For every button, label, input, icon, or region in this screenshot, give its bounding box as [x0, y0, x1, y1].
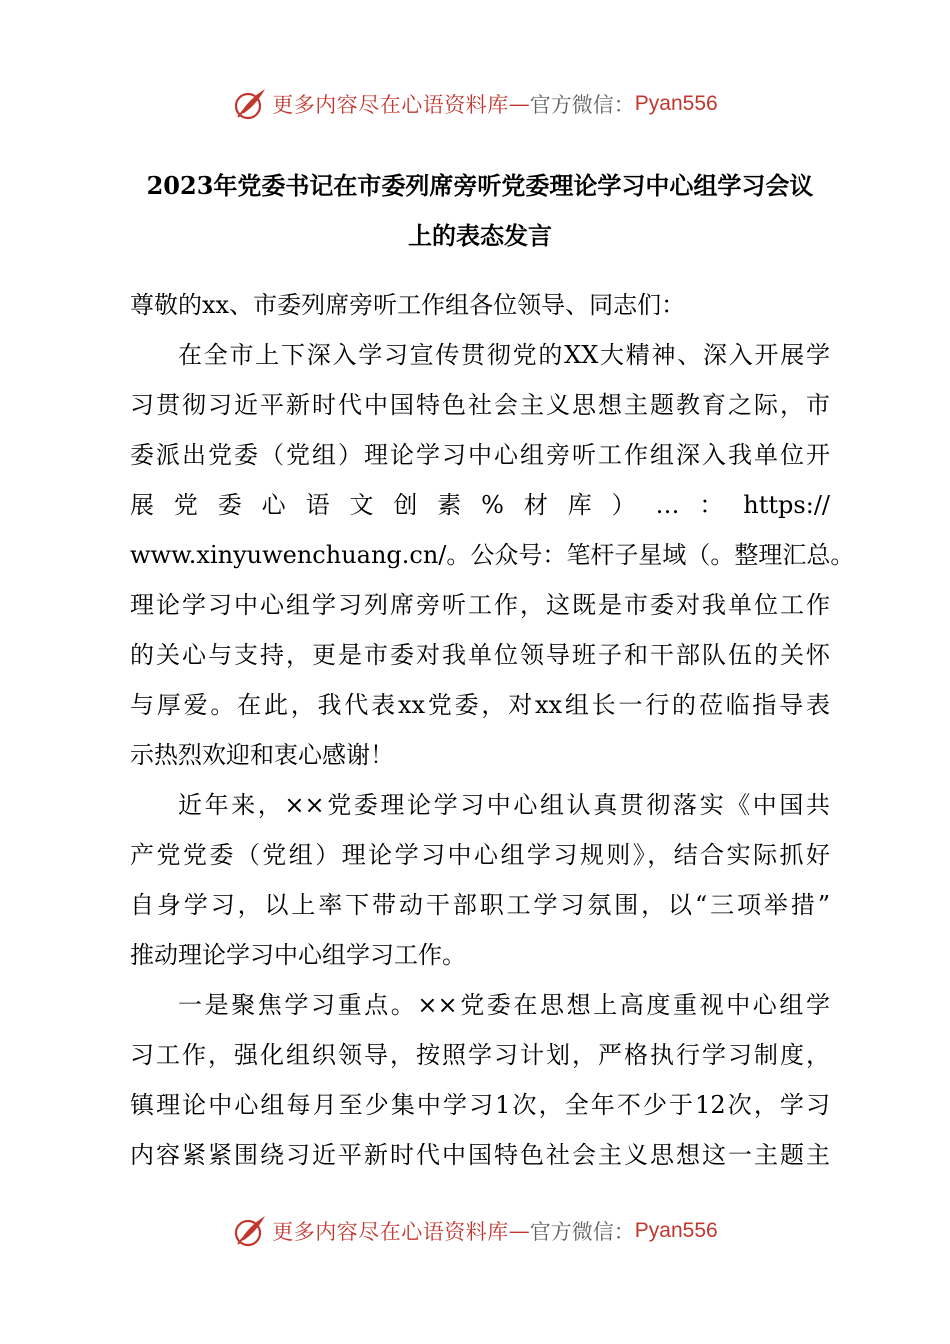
banner-slogan: 更多内容尽在心语资料库: [272, 93, 509, 117]
body-line: 与厚爱。在此，我代表xx党委，对xx组长一行的莅临指导表: [130, 691, 830, 719]
body-line: 近年来，××党委理论学习中心组认真贯彻落实《中国共: [178, 791, 830, 819]
body-line: 产党党委（党组）理论学习中心组学习规则》，结合实际抓好: [130, 841, 830, 869]
body-line: www.xinyuwenchuang.cn/。公众号：笔杆子星域（。整理汇总。: [130, 541, 855, 569]
salutation-line: 尊敬的xx、市委列席旁听工作组各位领导、同志们：: [130, 291, 686, 319]
banner-separator: —: [508, 1219, 530, 1243]
body-line: 内容紧紧围绕习近平新时代中国特色社会主义思想这一主题主: [130, 1141, 830, 1169]
banner-wechat-label: 官方微信：: [529, 1220, 635, 1244]
body-line: 习工作，强化组织领导，按照学习计划，严格执行学习制度，: [130, 1041, 830, 1069]
body-line: 的关心与支持，更是市委对我单位领导班子和干部队伍的关怀: [130, 641, 830, 669]
body-line: 习贯彻习近平新时代中国特色社会主义思想主题教育之际，市: [130, 391, 830, 419]
banner-wechat-id: Pyan556: [634, 92, 718, 115]
body-line: 镇理论中心组每月至少集中学习1次，全年不少于12次，学习: [130, 1091, 830, 1119]
document-title-line-1: 2023年党委书记在市委列席旁听党委理论学习中心组学习会议: [146, 171, 814, 200]
quill-logo-icon: [232, 86, 268, 122]
banner-wechat-id: Pyan556: [634, 1219, 718, 1242]
document-title-line-2: 上的表态发言: [408, 221, 552, 250]
body-line: 在全市上下深入学习宣传贯彻党的XX大精神、深入开展学: [178, 341, 830, 369]
banner-separator: —: [508, 92, 530, 116]
body-line: 示热烈欢迎和衷心感谢！: [130, 741, 394, 769]
quill-logo-icon: [232, 1213, 268, 1249]
body-line: 一是聚焦学习重点。××党委在思想上高度重视中心组学: [178, 991, 830, 1019]
banner-wechat-label: 官方微信：: [529, 93, 635, 117]
header-banner: [0, 84, 950, 124]
footer-banner: [0, 1211, 950, 1251]
banner-slogan: 更多内容尽在心语资料库: [272, 1220, 509, 1244]
body-line: 展党委心语文创素%材库）…：https://: [130, 491, 830, 519]
body-line: 推动理论学习中心组学习工作。: [130, 941, 466, 969]
body-line: 委派出党委（党组）理论学习中心组旁听工作组深入我单位开: [130, 441, 830, 469]
body-line: 理论学习中心组学习列席旁听工作，这既是市委对我单位工作: [130, 591, 830, 619]
body-line: 自身学习，以上率下带动干部职工学习氛围，以“三项举措”: [130, 891, 830, 919]
